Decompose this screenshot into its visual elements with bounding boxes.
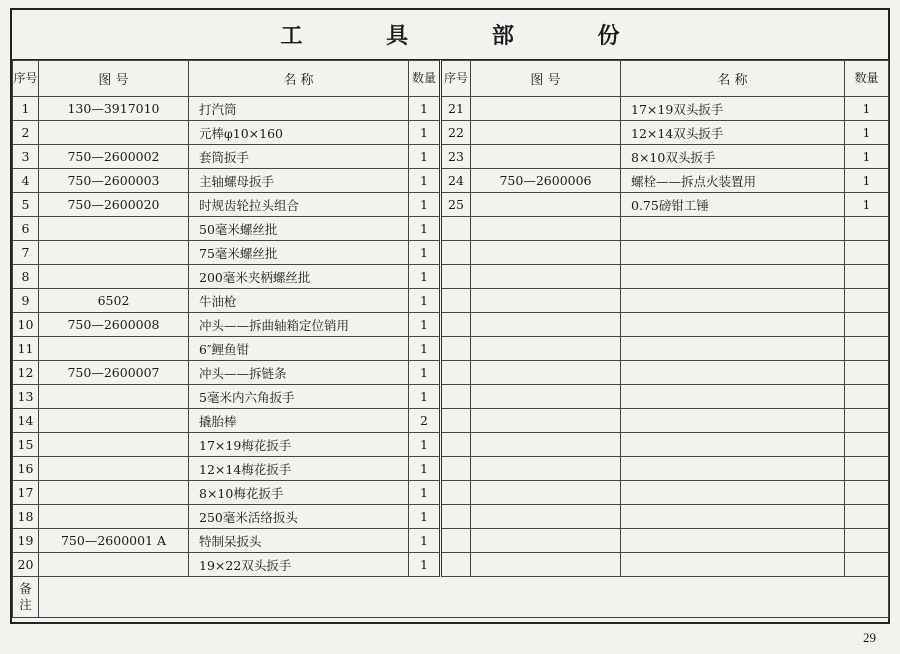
item-name-cell-right — [621, 241, 845, 265]
item-name-cell-right — [621, 457, 845, 481]
seq-cell: 19 — [13, 529, 39, 553]
item-name-cell-right — [621, 505, 845, 529]
quantity-cell-right — [845, 241, 889, 265]
seq-cell-right — [441, 265, 471, 289]
seq-cell: 9 — [13, 289, 39, 313]
seq-cell: 10 — [13, 313, 39, 337]
item-name-cell-right — [621, 217, 845, 241]
seq-cell: 12 — [13, 361, 39, 385]
seq-cell: 1 — [13, 97, 39, 121]
item-name-cell: 元棒φ10×160 — [189, 121, 409, 145]
page-number: 29 — [863, 630, 876, 645]
header-drawing-right: 图 号 — [471, 61, 621, 97]
seq-cell-right — [441, 289, 471, 313]
header-drawing: 图 号 — [39, 61, 189, 97]
seq-cell: 2 — [13, 121, 39, 145]
item-name-cell-right — [621, 481, 845, 505]
quantity-cell-right — [845, 433, 889, 457]
drawing-number-cell: 750—2600003 — [39, 169, 189, 193]
remark-content — [39, 577, 889, 618]
quantity-cell: 1 — [409, 241, 441, 265]
item-name-cell: 撬胎棒 — [189, 409, 409, 433]
seq-cell: 15 — [13, 433, 39, 457]
drawing-number-cell-right — [471, 241, 621, 265]
item-name-cell: 特制呆扳头 — [189, 529, 409, 553]
item-name-cell-right: 螺栓——拆点火装置用 — [621, 169, 845, 193]
table-row — [13, 361, 889, 385]
quantity-cell: 1 — [409, 529, 441, 553]
quantity-cell-right — [845, 361, 889, 385]
quantity-cell: 1 — [409, 457, 441, 481]
item-name-cell: 牛油枪 — [189, 289, 409, 313]
drawing-number-cell: 750—2600001 A — [39, 529, 189, 553]
drawing-number-cell — [39, 457, 189, 481]
item-name-cell: 19×22双头扳手 — [189, 553, 409, 577]
header-name: 名 称 — [189, 61, 409, 97]
drawing-number-cell — [39, 481, 189, 505]
item-name-cell: 17×19梅花扳手 — [189, 433, 409, 457]
seq-cell-right: 22 — [441, 121, 471, 145]
table-row — [13, 217, 889, 241]
item-name-cell-right — [621, 553, 845, 577]
quantity-cell-right — [845, 385, 889, 409]
table-row — [13, 193, 889, 217]
seq-cell-right — [441, 241, 471, 265]
header-qty-right: 数量 — [845, 61, 889, 97]
drawing-number-cell — [39, 409, 189, 433]
table-row — [13, 385, 889, 409]
seq-cell-right — [441, 337, 471, 361]
item-name-cell: 套筒扳手 — [189, 145, 409, 169]
quantity-cell: 1 — [409, 313, 441, 337]
seq-cell-right: 21 — [441, 97, 471, 121]
drawing-number-cell — [39, 265, 189, 289]
item-name-cell-right: 8×10双头扳手 — [621, 145, 845, 169]
quantity-cell: 1 — [409, 433, 441, 457]
seq-cell-right — [441, 409, 471, 433]
seq-cell: 11 — [13, 337, 39, 361]
item-name-cell: 12×14梅花扳手 — [189, 457, 409, 481]
quantity-cell: 1 — [409, 289, 441, 313]
quantity-cell: 1 — [409, 481, 441, 505]
drawing-number-cell-right — [471, 121, 621, 145]
drawing-number-cell: 750—2600008 — [39, 313, 189, 337]
drawing-number-cell: 6502 — [39, 289, 189, 313]
drawing-number-cell: 130—3917010 — [39, 97, 189, 121]
table-row — [13, 265, 889, 289]
seq-cell: 18 — [13, 505, 39, 529]
table-row — [13, 553, 889, 577]
seq-cell: 17 — [13, 481, 39, 505]
quantity-cell-right — [845, 553, 889, 577]
drawing-number-cell: 750—2600020 — [39, 193, 189, 217]
table-row — [13, 289, 889, 313]
seq-cell-right — [441, 505, 471, 529]
table-row — [13, 241, 889, 265]
drawing-number-cell-right — [471, 313, 621, 337]
seq-cell: 13 — [13, 385, 39, 409]
table-row — [13, 529, 889, 553]
item-name-cell-right — [621, 529, 845, 553]
table-row — [13, 433, 889, 457]
drawing-number-cell-right — [471, 289, 621, 313]
item-name-cell-right — [621, 385, 845, 409]
quantity-cell-right — [845, 217, 889, 241]
drawing-number-cell — [39, 241, 189, 265]
quantity-cell: 1 — [409, 337, 441, 361]
tools-table — [12, 60, 889, 618]
quantity-cell: 1 — [409, 505, 441, 529]
drawing-number-cell-right — [471, 553, 621, 577]
item-name-cell: 时规齿轮拉头组合 — [189, 193, 409, 217]
header-name-right: 名 称 — [621, 61, 845, 97]
quantity-cell: 1 — [409, 385, 441, 409]
table-body — [13, 97, 889, 618]
quantity-cell: 1 — [409, 217, 441, 241]
quantity-cell: 1 — [409, 121, 441, 145]
quantity-cell: 1 — [409, 553, 441, 577]
drawing-number-cell — [39, 553, 189, 577]
drawing-number-cell-right — [471, 433, 621, 457]
quantity-cell-right — [845, 265, 889, 289]
seq-cell-right: 24 — [441, 169, 471, 193]
page-title: 工 具 部 份 — [12, 10, 888, 60]
seq-cell: 4 — [13, 169, 39, 193]
table-row — [13, 505, 889, 529]
quantity-cell-right: 1 — [845, 121, 889, 145]
drawing-number-cell: 750—2600007 — [39, 361, 189, 385]
drawing-number-cell-right — [471, 145, 621, 169]
drawing-number-cell — [39, 505, 189, 529]
drawing-number-cell-right — [471, 529, 621, 553]
quantity-cell-right: 1 — [845, 169, 889, 193]
table-row — [13, 169, 889, 193]
item-name-cell: 250毫米活络扳头 — [189, 505, 409, 529]
quantity-cell-right — [845, 337, 889, 361]
seq-cell-right — [441, 481, 471, 505]
table-row — [13, 313, 889, 337]
drawing-number-cell — [39, 217, 189, 241]
drawing-number-cell — [39, 385, 189, 409]
item-name-cell-right — [621, 433, 845, 457]
remark-label: 备注 — [13, 577, 39, 618]
seq-cell-right — [441, 433, 471, 457]
quantity-cell-right — [845, 457, 889, 481]
drawing-number-cell-right — [471, 217, 621, 241]
drawing-number-cell-right — [471, 457, 621, 481]
item-name-cell-right: 17×19双头扳手 — [621, 97, 845, 121]
seq-cell: 8 — [13, 265, 39, 289]
quantity-cell: 1 — [409, 97, 441, 121]
seq-cell-right — [441, 457, 471, 481]
drawing-number-cell-right — [471, 337, 621, 361]
quantity-cell: 1 — [409, 193, 441, 217]
quantity-cell-right — [845, 505, 889, 529]
item-name-cell: 冲头——拆链条 — [189, 361, 409, 385]
table-row — [13, 145, 889, 169]
item-name-cell: 75毫米螺丝批 — [189, 241, 409, 265]
seq-cell-right: 25 — [441, 193, 471, 217]
document-frame — [10, 8, 890, 624]
item-name-cell-right — [621, 265, 845, 289]
table-row — [13, 337, 889, 361]
drawing-number-cell-right — [471, 97, 621, 121]
header-seq: 序号 — [13, 61, 39, 97]
item-name-cell: 6″鲤鱼钳 — [189, 337, 409, 361]
item-name-cell: 主轴螺母扳手 — [189, 169, 409, 193]
quantity-cell-right — [845, 529, 889, 553]
item-name-cell-right — [621, 337, 845, 361]
seq-cell: 20 — [13, 553, 39, 577]
seq-cell-right — [441, 313, 471, 337]
drawing-number-cell — [39, 337, 189, 361]
quantity-cell-right: 1 — [845, 97, 889, 121]
quantity-cell-right — [845, 481, 889, 505]
item-name-cell-right — [621, 313, 845, 337]
item-name-cell: 200毫米夹柄螺丝批 — [189, 265, 409, 289]
drawing-number-cell-right — [471, 385, 621, 409]
quantity-cell-right: 1 — [845, 193, 889, 217]
drawing-number-cell-right — [471, 481, 621, 505]
header-qty: 数量 — [409, 61, 441, 97]
table-row — [13, 121, 889, 145]
table-row — [13, 97, 889, 121]
item-name-cell-right: 12×14双头扳手 — [621, 121, 845, 145]
table-row — [13, 457, 889, 481]
remark-row — [13, 577, 889, 618]
drawing-number-cell — [39, 433, 189, 457]
quantity-cell-right — [845, 313, 889, 337]
item-name-cell: 打汽筒 — [189, 97, 409, 121]
seq-cell-right — [441, 385, 471, 409]
seq-cell-right — [441, 217, 471, 241]
drawing-number-cell-right — [471, 265, 621, 289]
item-name-cell-right — [621, 361, 845, 385]
quantity-cell-right — [845, 409, 889, 433]
drawing-number-cell: 750—2600002 — [39, 145, 189, 169]
seq-cell: 3 — [13, 145, 39, 169]
item-name-cell-right: 0.75磅钳工锤 — [621, 193, 845, 217]
quantity-cell: 1 — [409, 169, 441, 193]
seq-cell: 16 — [13, 457, 39, 481]
table-header-row — [13, 61, 889, 97]
quantity-cell: 1 — [409, 361, 441, 385]
table-row — [13, 409, 889, 433]
item-name-cell: 50毫米螺丝批 — [189, 217, 409, 241]
item-name-cell-right — [621, 409, 845, 433]
drawing-number-cell-right — [471, 193, 621, 217]
seq-cell-right — [441, 553, 471, 577]
drawing-number-cell-right — [471, 409, 621, 433]
quantity-cell-right — [845, 289, 889, 313]
seq-cell-right — [441, 361, 471, 385]
seq-cell-right — [441, 529, 471, 553]
quantity-cell: 1 — [409, 265, 441, 289]
quantity-cell-right: 1 — [845, 145, 889, 169]
seq-cell: 6 — [13, 217, 39, 241]
drawing-number-cell-right — [471, 505, 621, 529]
item-name-cell: 5毫米内六角扳手 — [189, 385, 409, 409]
quantity-cell: 1 — [409, 145, 441, 169]
drawing-number-cell-right — [471, 361, 621, 385]
quantity-cell: 2 — [409, 409, 441, 433]
drawing-number-cell — [39, 121, 189, 145]
seq-cell: 5 — [13, 193, 39, 217]
seq-cell: 7 — [13, 241, 39, 265]
seq-cell-right: 23 — [441, 145, 471, 169]
drawing-number-cell-right: 750—2600006 — [471, 169, 621, 193]
seq-cell: 14 — [13, 409, 39, 433]
item-name-cell-right — [621, 289, 845, 313]
item-name-cell: 8×10梅花扳手 — [189, 481, 409, 505]
header-seq-right: 序号 — [441, 61, 471, 97]
item-name-cell: 冲头——拆曲轴箱定位销用 — [189, 313, 409, 337]
table-row — [13, 481, 889, 505]
